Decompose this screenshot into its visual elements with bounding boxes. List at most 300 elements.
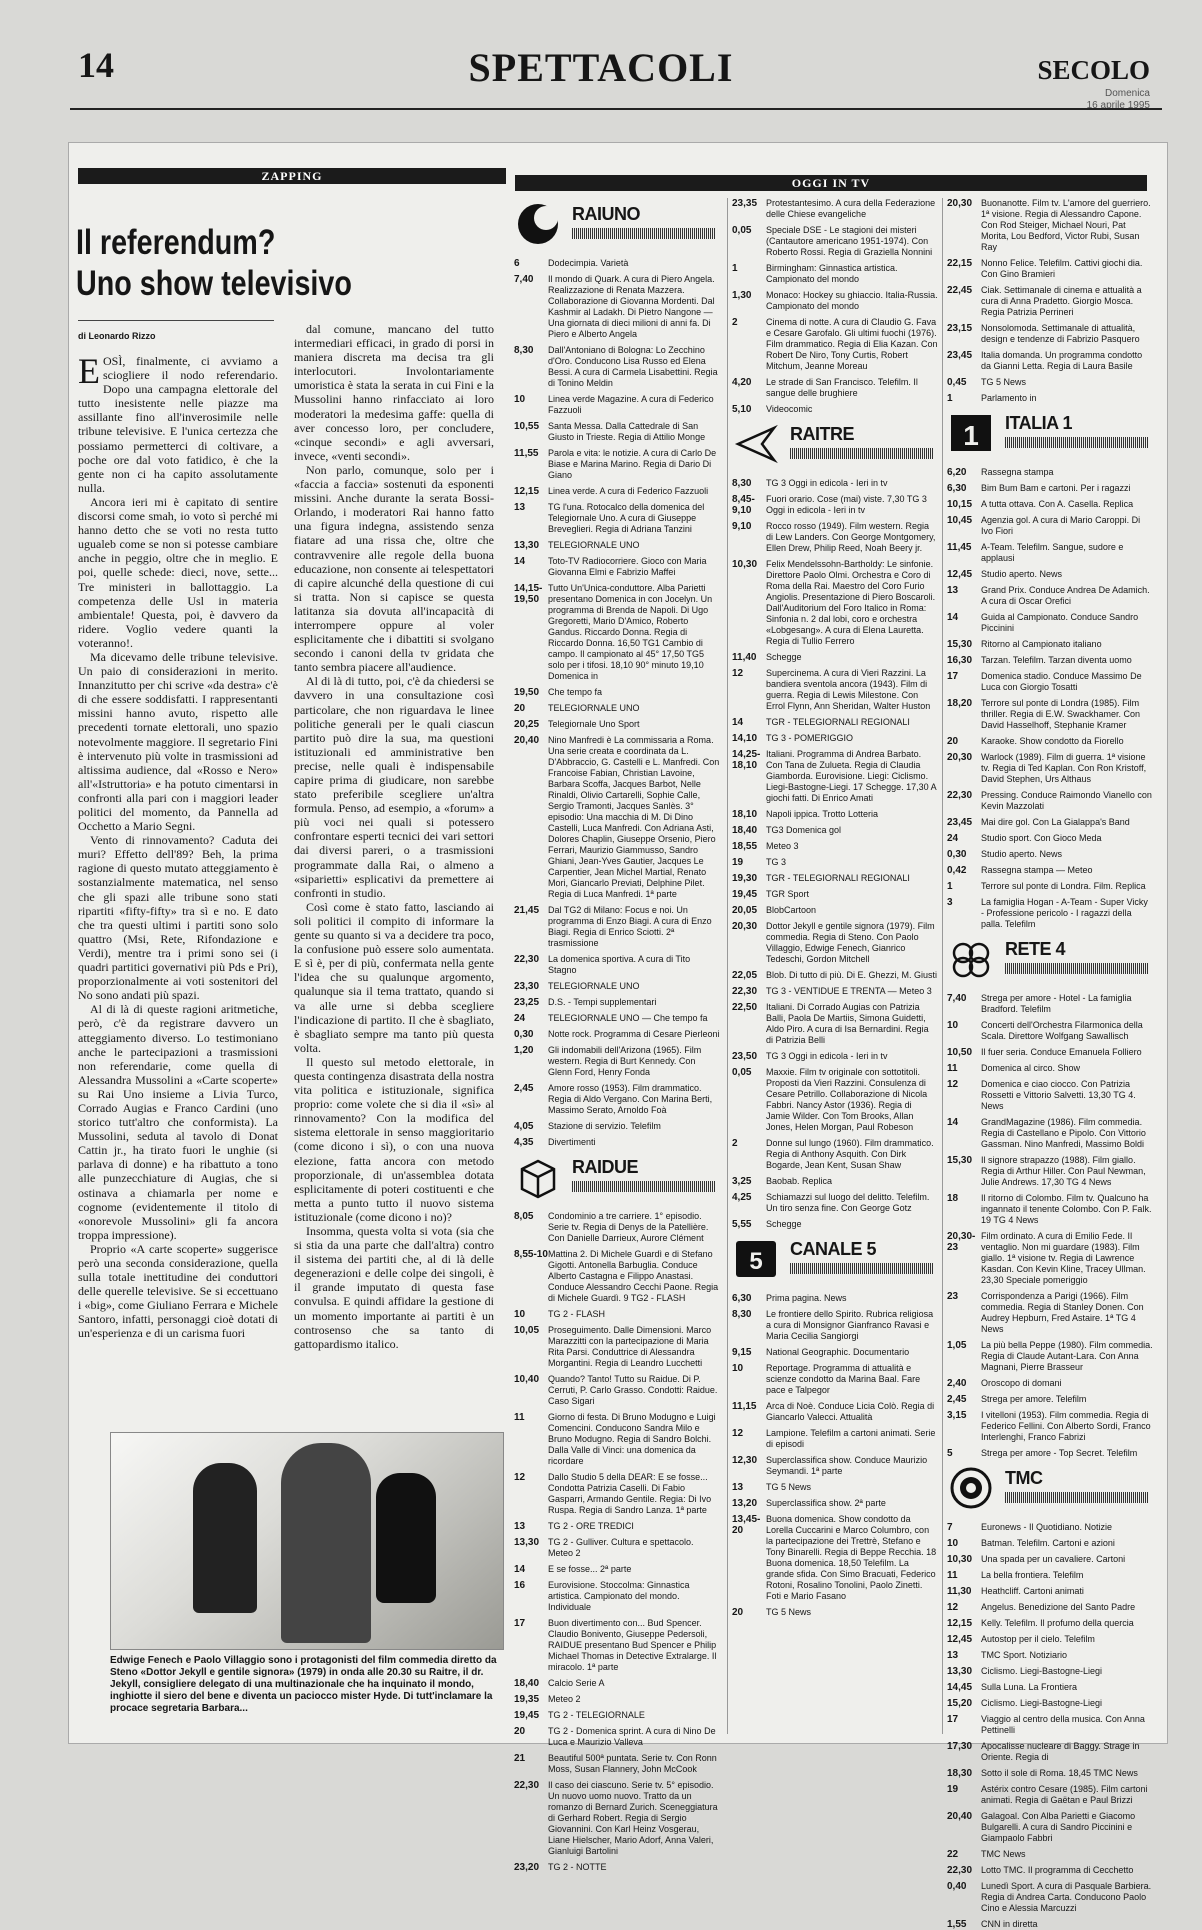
programme-time: 17 xyxy=(514,1618,526,1629)
programme-time: 11,40 xyxy=(732,652,757,663)
channel-hatch-bar xyxy=(1005,963,1149,974)
programme-time: 6,30 xyxy=(732,1293,752,1304)
programme-entry xyxy=(732,1482,938,1493)
programme-time: 22,50 xyxy=(732,1002,758,1013)
programme-entry xyxy=(732,1002,938,1046)
programme-description: TG 2 - Domenica sprint. A cura di Nino De Luca e Maurizio Valleva xyxy=(548,1726,716,1747)
programme-description: Astérix contro Cesare (1985). Film cartoni animati. Regia di Gaëtan e Paul Brizzi xyxy=(981,1784,1148,1805)
column-rule xyxy=(727,198,728,1734)
article-paragraph: Proprio «A carte scoperte» suggerisce però una seconda considerazione, quella sulla totale inettitudine dei conduttori delle querelle televisive. Se si eccettuano i «big», come Giuliano Ferrara e Michele Santoro, infatti, personaggi cioè dotati di un'esperienza e di un carisma fuori xyxy=(78,1241,278,1341)
programme-description: Napoli ippica. Trotto Lotteria xyxy=(766,809,879,819)
programme-entry xyxy=(514,719,720,730)
programme-time: 6,20 xyxy=(947,467,967,478)
programme-description: Viaggio al centro della musica. Con Anna Pettinelli xyxy=(981,1714,1145,1735)
programme-time: 14 xyxy=(514,1564,526,1575)
italia1-logo-icon xyxy=(949,411,993,455)
raiuno-logo-icon xyxy=(516,202,560,246)
programme-time: 1 xyxy=(947,881,953,892)
programme-time: 8,45-9,10 xyxy=(732,494,755,516)
programme-entry xyxy=(947,993,1153,1015)
programme-time: 20,05 xyxy=(732,905,758,916)
programme-time: 2 xyxy=(732,317,738,328)
programme-entry xyxy=(732,841,938,852)
programme-time: 23,30 xyxy=(514,981,540,992)
programme-entry xyxy=(732,317,938,372)
programme-time: 22,30 xyxy=(947,790,973,801)
programme-description: Ritorno al Campionato italiano xyxy=(981,639,1102,649)
programme-description: Domenica stadio. Conduce Massimo De Luca con Giorgio Tosatti xyxy=(981,671,1142,692)
programme-time: 0,05 xyxy=(732,225,752,236)
programme-description: Domenica al circo. Show xyxy=(981,1063,1081,1073)
programme-time: 14,10 xyxy=(732,733,758,744)
programme-description: Ciclismo. Liegi-Bastogne-Liegi xyxy=(981,1698,1103,1708)
programme-description: TGR - TELEGIORNALI REGIONALI xyxy=(766,873,910,883)
programme-time: 14,25-18,10 xyxy=(732,749,761,771)
programme-entry xyxy=(732,1309,938,1342)
programme-entry xyxy=(514,583,720,682)
programme-time: 13 xyxy=(732,1482,744,1493)
programme-entry xyxy=(732,921,938,965)
programme-time: 4,25 xyxy=(732,1192,752,1203)
programme-description: TG 2 - Gulliver. Cultura e spettacolo. Meteo 2 xyxy=(548,1537,694,1558)
programme-entry xyxy=(947,897,1153,930)
programme-time: 12 xyxy=(947,1602,959,1613)
programme-description: Italiani. Programma di Andrea Barbato. Con Tana de Zulueta. Regia di Claudia Giamborda. Eurovisione. Liegi: Ciclismo. Liegi-Bastogne-Liegi. 17 Schegge. 17,30 A giochi fatti. Di Enrico Amati xyxy=(766,749,937,803)
programme-time: 4,05 xyxy=(514,1121,534,1132)
listings-bar: OGGI IN TV xyxy=(515,175,1147,191)
programme-entry xyxy=(947,1231,1153,1286)
programme-entry xyxy=(947,1538,1153,1549)
programme-description: Film ordinato. A cura di Emilio Fede. Il ventaglio. Non mi guardare (1983). Film giallo. 1ª visione tv. Regia di Lawrence Kasdan. Con Kevin Kline, Tracey Ullman. 23,30 Speciale pomeriggio xyxy=(981,1231,1146,1285)
programme-time: 0,45 xyxy=(947,377,967,388)
programme-entry xyxy=(947,350,1153,372)
programme-entry xyxy=(947,849,1153,860)
programme-entry xyxy=(947,833,1153,844)
programme-entry xyxy=(732,263,938,285)
programme-time: 18,40 xyxy=(732,825,758,836)
programme-description: Mattina 2. Di Michele Guardì e di Stefano Gigotti. Antonella Barbuglia. Conduce Alberto Castagna e Filippo Anastasi. Conduce Alessandro Cecchi Paone. Regia di Michele Guardì. 9 TG2 - FLASH xyxy=(548,1249,719,1303)
programme-entry xyxy=(947,285,1153,318)
article-paragraph: Insomma, questa volta si vota (sia che si stia da una parte che dall'altra) contro il sistema dei partiti che, al di là delle degenerazioni e delle colpe dei singoli, è il grande imputato di questa fase convulsa. E quindi affidare la gestione di un momento importante ai partiti è un controsenso che sa tanto di gattopardismo italico. xyxy=(294,1224,494,1351)
programme-description: Protestantesimo. A cura della Federazione delle Chiese evangeliche xyxy=(766,198,936,219)
programme-time: 14 xyxy=(732,717,744,728)
programme-entry xyxy=(947,865,1153,876)
programme-time: 4,20 xyxy=(732,377,752,388)
programme-time: 8,05 xyxy=(514,1211,534,1222)
programme-description: TELEGIORNALE UNO xyxy=(548,981,640,991)
programme-entry xyxy=(732,290,938,312)
programme-entry xyxy=(514,997,720,1008)
programme-description: TG 5 News xyxy=(766,1607,812,1617)
programme-description: D.S. - Tempi supplementari xyxy=(548,997,657,1007)
programme-description: Bim Bum Bam e cartoni. Per i ragazzi xyxy=(981,483,1131,493)
programme-description: Videocomic xyxy=(766,404,813,414)
programme-entry xyxy=(514,1309,720,1320)
programme-description: BlobCartoon xyxy=(766,905,817,915)
article-paragraph: Non parlo, comunque, solo per i «faccia a faccia» sostenuti da esponenti missini. Anche durante la serata Bossi-Orlando, i moderatori Rai hanno fatto una figura indegna, assistendo senza fiatare ad una rissa che, oltre che contravvenire alle regole della buona educazione, non consente ai telespettatori di capire alcunché della questione di cui si tratta. Non si capisce se questa latitanza sia dovuta all'incapacità di interrompere oppure al voler esplicitamente che i dibattiti si svolgano secondo i canoni della tv gridata che tanto sembra piacere all'audience. xyxy=(294,462,494,675)
programme-description: Dall'Antoniano di Bologna: Lo Zecchino d'Oro. Conducono Lisa Russo ed Elena Bessi. A cura di Carmela Lisabettini. Regia di Tonino Meldin xyxy=(548,345,718,388)
programme-time: 20 xyxy=(514,703,526,714)
article-paragraph: Ancora ieri mi è capitato di sentire discorsi come smah, io voto sì perché mi hanno detto che se voti no resta tutto ugualeb come se non si potesse cambiare anche in peggio, oltre che in meglio. E poi, quelle schede: dieci, nove, sette... Tre ministeri in ballottaggio. La competenza delle Usl in materia ambientale! Questa, poi, è davvero da ridere. Voglio vedere quanti la voteranno!. xyxy=(78,494,278,650)
programme-time: 13 xyxy=(947,585,959,596)
channel-name: ITALIA 1 xyxy=(1005,413,1072,433)
programme-entry xyxy=(514,905,720,949)
programme-entry xyxy=(732,377,938,399)
article-paragraph: Ma dicevamo delle tribune televisive. Un paio di considerazioni in merito. Innanzitutto per chi scrive «da destra» c'è di che essere soddisfatti. I rappresentanti missini hanno avuto, rispetto alle precedenti tornate elettorali, uno spazio notevolmente maggiore. Il segretario Fini è intervenuto più volte in trasmissioni ad altissima audience, dal «Rosso e Nero» all'«Istruttoria» e ha potuto cimentarsi in confronti alla pari con i maggiori leader politici del momento, da Pannella ad Occhetto a Mario Segni. xyxy=(78,649,278,834)
programme-time: 17,30 xyxy=(947,1741,973,1752)
programme-description: TG l'una. Rotocalco della domenica del Telegiornale Uno. A cura di Giuseppe Breveglieri. Regia di Adriana Tanzini xyxy=(548,502,705,534)
programme-description: Meteo 2 xyxy=(548,1694,581,1704)
programme-time: 0,30 xyxy=(514,1029,534,1040)
programme-description: TG 2 - NOTTE xyxy=(548,1862,607,1872)
programme-time: 22,15 xyxy=(947,258,973,269)
programme-time: 6 xyxy=(514,258,520,269)
programme-description: Arca di Noè. Conduce Licia Colò. Regia di Giancarlo Valecci. Attualità xyxy=(766,1401,935,1422)
programme-entry xyxy=(732,494,938,516)
programme-time: 14 xyxy=(947,612,959,623)
film-photo xyxy=(110,1432,504,1650)
programme-description: TG 3 - VENTIDUE E TRENTA — Meteo 3 xyxy=(766,986,932,996)
channel-hatch-bar xyxy=(790,448,934,459)
programme-description: National Geographic. Documentario xyxy=(766,1347,910,1357)
byline-rule xyxy=(78,320,274,321)
programme-entry xyxy=(732,889,938,900)
programme-time: 9,10 xyxy=(732,521,752,532)
channel-header xyxy=(947,409,1153,459)
programme-time: 18,55 xyxy=(732,841,758,852)
programme-description: Heathcliff. Cartoni animati xyxy=(981,1586,1084,1596)
programme-description: Buonanotte. Film tv. L'amore del guerriero. 1ª visione. Regia di Alessandro Capone. Con Rod Steiger, Michael Nouri, Pat Morita, Lou Bedford, Victor Rubi, Susan Ray xyxy=(981,198,1151,252)
programme-time: 2,45 xyxy=(947,1394,967,1405)
programme-entry xyxy=(514,1694,720,1705)
programme-time: 18,20 xyxy=(947,698,973,709)
programme-entry xyxy=(514,1564,720,1575)
programme-entry xyxy=(514,1521,720,1532)
programme-time: 13,45-20 xyxy=(732,1514,761,1536)
programme-description: A tutta ottava. Con A. Casella. Replica xyxy=(981,499,1134,509)
programme-time: 23,45 xyxy=(947,817,973,828)
programme-description: E se fosse... 2ª parte xyxy=(548,1564,632,1574)
tmc-logo-icon xyxy=(949,1466,993,1510)
programme-description: Parola e vita: le notizie. A cura di Carlo De Biase e Marina Marino. Regia di Dario Di Giano xyxy=(548,448,717,480)
programme-entry xyxy=(514,1013,720,1024)
programme-entry xyxy=(947,198,1153,253)
programme-entry xyxy=(947,1602,1153,1613)
programme-time: 20,30 xyxy=(947,752,973,763)
programme-entry xyxy=(947,790,1153,812)
programme-time: 10,55 xyxy=(514,421,540,432)
photo-figure xyxy=(376,1473,436,1603)
programme-entry xyxy=(514,540,720,551)
programme-entry xyxy=(732,749,938,804)
programme-entry xyxy=(732,1067,938,1133)
programme-time: 22,05 xyxy=(732,970,758,981)
programme-description: TELEGIORNALE UNO xyxy=(548,703,640,713)
programme-entry xyxy=(514,703,720,714)
channel-header xyxy=(514,1153,720,1203)
programme-description: Grand Prix. Conduce Andrea De Adamich. A cura di Oscar Orefici xyxy=(981,585,1150,606)
programme-entry xyxy=(732,1428,938,1450)
programme-description: TMC News xyxy=(981,1849,1026,1859)
programme-entry xyxy=(732,717,938,728)
programme-time: 2 xyxy=(732,1138,738,1149)
raitre-logo-icon xyxy=(734,422,778,466)
programme-description: Maxxie. Film tv originale con sottotitoli. Proposti da Vieri Razzini. Consulenza di Cesare Petrillo. Collaborazione di Nicola Fabbri. Nancy Astor (1936). Regia di Jamie Wilder. Con Tom Brooks, Allan Jones, Helen Morgan, Paul Robeson xyxy=(766,1067,928,1132)
programme-entry xyxy=(514,981,720,992)
programme-entry xyxy=(514,502,720,535)
programme-time: 3 xyxy=(947,897,953,908)
channel-header xyxy=(732,1235,938,1285)
programme-time: 16,30 xyxy=(947,655,973,666)
programme-entry xyxy=(947,1340,1153,1373)
programme-entry xyxy=(514,1325,720,1369)
programme-description: Le frontiere dello Spirito. Rubrica religiosa a cura di Monsignor Gianfranco Ravasi e Maria Cecilia Sangiorgi xyxy=(766,1309,934,1341)
programme-time: 11 xyxy=(947,1570,958,1581)
programme-time: 12,30 xyxy=(732,1455,758,1466)
programme-entry xyxy=(947,1291,1153,1335)
programme-time: 10,30 xyxy=(947,1554,973,1565)
programme-entry xyxy=(947,1682,1153,1693)
programme-description: Santa Messa. Dalla Cattedrale di San Giusto in Trieste. Regia di Attilio Monge xyxy=(548,421,706,442)
programme-entry xyxy=(514,1780,720,1857)
programme-description: Rassegna stampa — Meteo xyxy=(981,865,1093,875)
programme-description: Tarzan. Telefilm. Tarzan diventa uomo xyxy=(981,655,1132,665)
programme-description: I vitelloni (1953). Film commedia. Regia di Federico Fellini. Con Alberto Sordi, Franco Interlenghi, Franco Fabrizi xyxy=(981,1410,1151,1442)
programme-entry xyxy=(947,542,1153,564)
programme-time: 19,35 xyxy=(514,1694,540,1705)
programme-time: 10 xyxy=(514,394,526,405)
programme-entry xyxy=(514,274,720,340)
programme-description: Studio sport. Con Gioco Meda xyxy=(981,833,1102,843)
programme-entry xyxy=(732,733,938,744)
programme-entry xyxy=(947,569,1153,580)
programme-time: 8,30 xyxy=(732,478,752,489)
programme-time: 21 xyxy=(514,1753,526,1764)
headline-line-2: Uno show televisivo xyxy=(76,264,352,303)
programme-time: 23,15 xyxy=(947,323,973,334)
programme-entry xyxy=(947,698,1153,731)
programme-entry xyxy=(947,585,1153,607)
programme-entry xyxy=(514,1374,720,1407)
programme-time: 20 xyxy=(514,1726,526,1737)
programme-description: Lampione. Telefilm a cartoni animati. Serie di episodi xyxy=(766,1428,936,1449)
programme-time: 7,40 xyxy=(947,993,967,1004)
programme-time: 15,20 xyxy=(947,1698,973,1709)
channel-header xyxy=(732,420,938,470)
article-column-2 xyxy=(294,322,494,1351)
programme-time: 8,30 xyxy=(732,1309,752,1320)
article-paragraph: Vento di rinnovamento? Caduta dei muri? Effetto dell'89? Beh, la prima ragione di questo mutato atteggiamento è sostanzialmente matematica, nel senso che gli spazi alle tribune sono stati ripartiti «fifty-fifty» tra sì e no. E dato che tra questi ultimi i partiti sono solo quattro (Msi, Rete, Rifondazione e Verdi), mentre tra i primi sono sei (i quadri partitici governativi più Pds e Pri), proporzionalmente ai voti sostenitori del No sono andati più spazi. xyxy=(78,833,278,1003)
programme-time: 0,05 xyxy=(732,1067,752,1078)
programme-time: 15,30 xyxy=(947,1155,973,1166)
programme-description: Agenzia gol. A cura di Mario Caroppi. Di Ivo Fiori xyxy=(981,515,1141,536)
photo-caption: Edwige Fenech e Paolo Villaggio sono i protagonisti del film commedia diretto da Steno «Dottor Jekyll e gentile signora» (1979) in onda alle 20.30 su Raitre, il dr. Jekyll, consigliere delegato di una multinazionale che ha inquinato il mondo, inghiotte il siero del bene e diventa un paciocco mister Hyde. Di tutt'inclamare la procace segretaria Barbara... xyxy=(110,1655,497,1714)
programme-time: 3,15 xyxy=(947,1410,967,1421)
programme-entry xyxy=(947,817,1153,828)
programme-entry xyxy=(514,1083,720,1116)
programme-time: 0,30 xyxy=(947,849,967,860)
programme-description: TG 2 - FLASH xyxy=(548,1309,606,1319)
programme-description: Blob. Di tutto di più. Di E. Ghezzi, M. Giusti xyxy=(766,970,938,980)
programme-time: 10,50 xyxy=(947,1047,973,1058)
programme-time: 20 xyxy=(732,1607,744,1618)
programme-entry xyxy=(514,1537,720,1559)
canale5-logo-icon xyxy=(734,1237,778,1281)
programme-time: 22 xyxy=(947,1849,959,1860)
programme-time: 12 xyxy=(732,1428,744,1439)
programme-entry xyxy=(947,1919,1153,1930)
programme-time: 12,45 xyxy=(947,569,973,580)
programme-entry xyxy=(732,986,938,997)
programme-time: 10 xyxy=(514,1309,526,1320)
programme-entry xyxy=(947,1155,1153,1188)
programme-description: TG 3 Oggi in edicola - Ieri in tv xyxy=(766,478,888,488)
programme-time: 19,45 xyxy=(732,889,758,900)
programme-entry xyxy=(947,483,1153,494)
programme-time: 6,30 xyxy=(947,483,967,494)
zapping-bar: ZAPPING xyxy=(78,168,506,184)
programme-description: Toto-TV Radiocorriere. Gioco con Maria Giovanna Elmi e Fabrizio Maffei xyxy=(548,556,707,577)
programme-entry xyxy=(732,1138,938,1171)
programme-time: 22,45 xyxy=(947,285,973,296)
programme-description: Giorno di festa. Di Bruno Modugno e Luigi Comencini. Conducono Sandra Milo e Bruno Modugno. Regia di Sandro Bolchi. Dalla Valle di Vinci: una domenica da ricordare xyxy=(548,1412,716,1466)
channel-hatch-bar xyxy=(1005,437,1149,448)
programme-time: 22,30 xyxy=(514,1780,540,1791)
programme-description: La domenica sportiva. A cura di Tito Stagno xyxy=(548,954,691,975)
programme-entry xyxy=(732,521,938,554)
programme-description: Donne sul lungo (1960). Film drammatico. Regia di Anthony Asquith. Con Dirk Bogarde, Jean Kent, Susan Shaw xyxy=(766,1138,934,1170)
programme-time: 15,30 xyxy=(947,639,973,650)
programme-entry xyxy=(947,1881,1153,1914)
programme-time: 12,15 xyxy=(947,1618,973,1629)
programme-entry xyxy=(514,1137,720,1148)
programme-description: Meteo 3 xyxy=(766,841,799,851)
programme-time: 2,45 xyxy=(514,1083,534,1094)
programme-entry xyxy=(732,478,938,489)
programme-entry xyxy=(514,345,720,389)
programme-time: 12 xyxy=(732,668,744,679)
programme-time: 23,35 xyxy=(732,198,758,209)
programme-time: 5,55 xyxy=(732,1219,752,1230)
programme-description: TG 5 News xyxy=(766,1482,812,1492)
programme-entry xyxy=(514,486,720,497)
programme-entry xyxy=(947,736,1153,747)
programme-time: 13,20 xyxy=(732,1498,758,1509)
programme-entry xyxy=(514,1029,720,1040)
programme-description: Angelus. Benedizione del Santo Padre xyxy=(981,1602,1136,1612)
programme-entry xyxy=(514,954,720,976)
programme-time: 20,40 xyxy=(514,735,540,746)
programme-entry xyxy=(947,1522,1153,1533)
programme-description: Dodecimpia. Varietà xyxy=(548,258,629,268)
svg-text:5: 5 xyxy=(749,1248,763,1275)
programme-entry xyxy=(514,1580,720,1613)
programme-description: Sotto il sole di Roma. 18,45 TMC News xyxy=(981,1768,1138,1778)
programme-description: Galagoal. Con Alba Parietti e Giacomo Bulgarelli. A cura di Sandro Piccinini e Giampaolo Fabbri xyxy=(981,1811,1136,1843)
programme-entry xyxy=(947,612,1153,634)
programme-time: 19 xyxy=(947,1784,959,1795)
programme-description: Apocalisse nucleare di Baggy. Strage in Oriente. Regia di xyxy=(981,1741,1140,1762)
programme-entry xyxy=(947,1698,1153,1709)
programme-entry xyxy=(947,1741,1153,1763)
programme-entry xyxy=(514,258,720,269)
programme-description: La più bella Peppe (1980). Film commedia. Regia di Claude Autant-Lara. Con Anna Magnani, Pierre Brasseur xyxy=(981,1340,1153,1372)
programme-entry xyxy=(514,448,720,481)
programme-time: 11,15 xyxy=(732,1401,757,1412)
programme-time: 21,45 xyxy=(514,905,540,916)
programme-description: Terrore sul ponte di Londra (1985). Film thriller. Regia di E.W. Swackhamer. Con David Hasselhoff, Stephanie Kramer xyxy=(981,698,1141,730)
programme-description: Il mondo di Quark. A cura di Piero Angela. Realizzazione di Renata Mazzera. Collaborazione di Giovanna Mordenti. Dal Kashmir al Ladakh. Di Pietro Nangone — Una giornata di dieci milioni di anni fa. Di Piero e Alberto Angela xyxy=(548,274,715,339)
programme-time: 14,15-19,50 xyxy=(514,583,543,605)
programme-entry xyxy=(732,652,938,663)
programme-entry xyxy=(514,1249,720,1304)
programme-entry xyxy=(947,1063,1153,1074)
programme-time: 10 xyxy=(732,1363,744,1374)
programme-entry xyxy=(732,1192,938,1214)
date-full: 16 aprile 1995 xyxy=(1086,100,1150,111)
programme-time: 5 xyxy=(947,1448,953,1459)
programme-description: Schegge xyxy=(766,652,802,662)
programme-entry xyxy=(947,1865,1153,1876)
programme-description: Corrispondenza a Parigi (1966). Film commedia. Regia di Stanley Donen. Con Audrey Hepburn, Fred Astaire. 1ª TG 4 News xyxy=(981,1291,1144,1334)
programme-time: 23,45 xyxy=(947,350,973,361)
programme-description: Dottor Jekyll e gentile signora (1979). Film commedia. Regia di Steno. Con Paolo Villaggio, Edwige Fenech, Gianrico Tedeschi, Gordon Mitchell xyxy=(766,921,935,964)
channel-hatch-bar xyxy=(572,1181,716,1192)
programme-description: TMC Sport. Notiziario xyxy=(981,1650,1068,1660)
programme-description: Birmingham: Ginnastica artistica. Campionato del mondo xyxy=(766,263,898,284)
article-column-1 xyxy=(78,351,278,1341)
programme-entry xyxy=(732,825,938,836)
programme-description: Strega per amore - Hotel - La famiglia Bradford. Telefilm xyxy=(981,993,1132,1014)
programme-time: 7 xyxy=(947,1522,953,1533)
programme-entry xyxy=(732,1455,938,1477)
programme-entry xyxy=(732,198,938,220)
programme-time: 19,50 xyxy=(514,687,540,698)
programme-description: Speciale DSE - Le stagioni dei misteri (Cantautore americano 1951-1974). Con Roberto Rossi. Regia di Graziella Nonnini xyxy=(766,225,933,257)
programme-time: 22,30 xyxy=(732,986,758,997)
programme-entry xyxy=(947,1784,1153,1806)
programme-description: TELEGIORNALE UNO xyxy=(548,540,640,550)
programme-time: 7,40 xyxy=(514,274,534,285)
programme-time: 14,45 xyxy=(947,1682,973,1693)
programme-entry xyxy=(947,1849,1153,1860)
programme-time: 14 xyxy=(947,1117,959,1128)
programme-time: 23,25 xyxy=(514,997,540,1008)
programme-time: 20 xyxy=(947,736,959,747)
programme-entry xyxy=(947,639,1153,650)
programme-entry xyxy=(947,1448,1153,1459)
programme-description: Telegiornale Uno Sport xyxy=(548,719,640,729)
programme-entry xyxy=(732,668,938,712)
programme-time: 11 xyxy=(514,1412,525,1423)
programme-description: Ciclismo. Liegi-Bastogne-Liegi xyxy=(981,1666,1103,1676)
programme-entry xyxy=(732,1293,938,1304)
programme-entry xyxy=(732,559,938,647)
programme-entry xyxy=(947,1634,1153,1645)
channel-header xyxy=(514,200,720,250)
programme-entry xyxy=(947,258,1153,280)
article-paragraph: Al di là di tutto, poi, c'è da chiedersi se davvero in una consultazione così particolare, che non riguardava le linee politiche generali per le quali ciascun partito può dire la sua, ma questioni istituzionali ed amministrative ben precise, nelle quali è indispensabile capire prima di giudicare, non sarebbe stato preferibile scegliere un'altra formula. Penso, ad esempio, a «forum» a più voci nei quali si potessero confrontare esperti tecnici dei vari settori dai diversi pareri, o a trasmissioni programmate dalla Rai, o almeno a «siparietti» esplicativi da premettere ai confronti in studio. xyxy=(294,674,494,900)
programme-description: Studio aperto. News xyxy=(981,849,1063,859)
programme-description: Ciak. Settimanale di cinema e attualità a cura di Anna Pradetto. Giorgio Mosca. Regia Patrizia Perrineri xyxy=(981,285,1142,317)
programme-description: Concerti dell'Orchestra Filarmonica della Scala. Direttore Wolfgang Sawallisch xyxy=(981,1020,1143,1041)
programme-description: Superclassifica show. 2ª parte xyxy=(766,1498,886,1508)
listing-column-1 xyxy=(514,198,720,1873)
programme-description: Rassegna stampa xyxy=(981,467,1054,477)
programme-description: TGR Sport xyxy=(766,889,810,899)
programme-description: Le strade di San Francisco. Telefilm. Il sangue delle brughiere xyxy=(766,377,918,398)
programme-entry xyxy=(947,1618,1153,1629)
